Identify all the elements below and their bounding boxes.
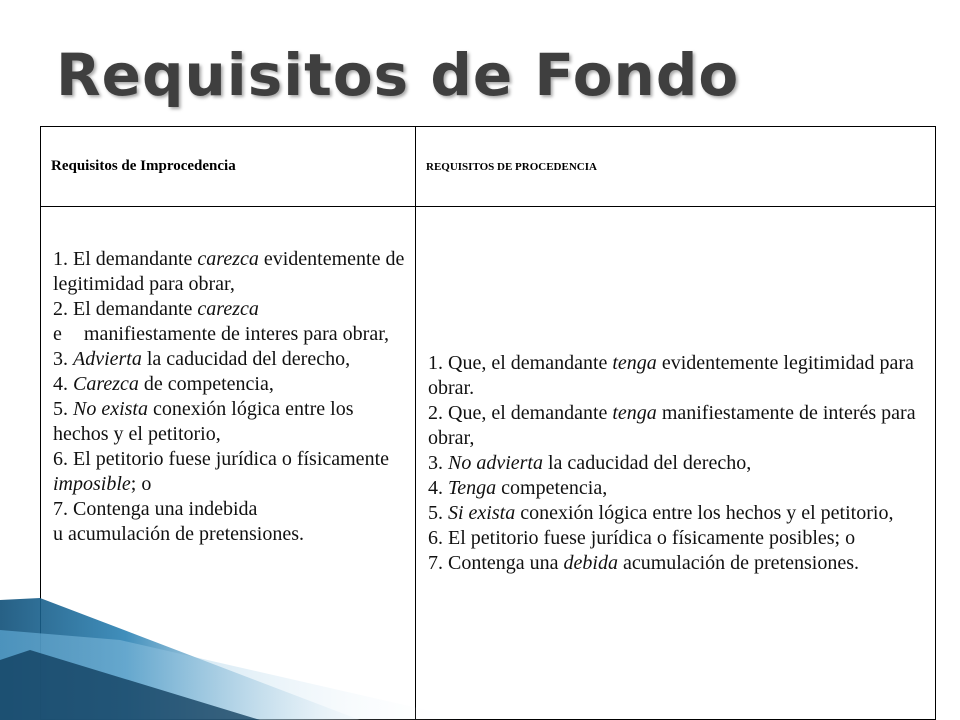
item-emphasis: tenga	[612, 401, 657, 424]
item-text: 6. El petitorio fuese jurídica o físicamente posibles; o	[428, 526, 856, 549]
list-item	[53, 522, 407, 547]
list-item	[53, 497, 407, 522]
slide-title: Requisitos de Fondo	[56, 41, 740, 109]
item-text: evidentemente legitimidad para obrar.	[428, 351, 914, 399]
list-item	[428, 401, 929, 451]
item-text: 3.	[53, 348, 73, 370]
list-item	[53, 247, 407, 297]
table-body-row	[41, 207, 936, 720]
table-header-row	[41, 127, 936, 207]
requirements-table	[40, 126, 936, 720]
item-text: e	[53, 323, 62, 345]
item-text: 6. El petitorio fuese jurídica o físicamente	[53, 448, 389, 470]
item-text: manifiestamente de interés para obrar,	[428, 401, 916, 449]
item-text: 7. Contenga una	[428, 551, 564, 574]
item-text: conexión lógica entre los hechos y el petitorio,	[515, 501, 894, 524]
item-text: 3.	[428, 451, 448, 474]
list-item	[53, 322, 407, 347]
item-text: 4.	[428, 476, 448, 499]
item-text: acumulación de pretensiones.	[617, 551, 859, 574]
item-text: 5.	[428, 501, 448, 524]
item-text: 2. Que, el demandante	[428, 401, 613, 424]
item-emphasis: carezca	[197, 298, 259, 320]
header-improcedencia: Requisitos de Improcedencia	[41, 127, 416, 207]
list-item	[428, 551, 929, 576]
procedencia-list	[416, 207, 936, 720]
item-emphasis: carezca	[197, 248, 259, 270]
item-text: ; o	[130, 473, 152, 495]
improcedencia-list	[41, 207, 416, 720]
list-item	[428, 501, 929, 526]
item-text: 1. Que, el demandante	[428, 351, 613, 374]
list-item	[428, 526, 929, 551]
item-emphasis: tenga	[612, 351, 657, 374]
item-text: 7. Contenga una indebida	[53, 498, 258, 520]
item-text: de competencia,	[138, 373, 274, 395]
list-item	[53, 397, 407, 447]
item-emphasis: No advierta	[448, 451, 543, 474]
list-item	[428, 451, 929, 476]
item-text: 5.	[53, 398, 73, 420]
item-emphasis: debida	[563, 551, 618, 574]
list-item	[428, 476, 929, 501]
item-emphasis: Advierta	[73, 348, 142, 370]
list-item	[428, 351, 929, 401]
item-text: u acumulación de pretensiones.	[53, 523, 305, 545]
item-text: la caducidad del derecho,	[141, 348, 351, 370]
item-text: 4.	[53, 373, 73, 395]
item-text: 1. El demandante	[53, 248, 198, 270]
item-text: manifiestamente de interes para obrar,	[83, 323, 390, 345]
item-text: competencia,	[496, 476, 608, 499]
item-emphasis: Si exista	[448, 501, 516, 524]
item-emphasis: No exista	[73, 398, 148, 420]
item-text: evidentemente de legitimidad para obrar,	[53, 248, 405, 295]
item-emphasis: imposible	[53, 473, 131, 495]
header-procedencia: REQUISITOS DE PROCEDENCIA	[416, 127, 936, 207]
item-emphasis: Tenga	[448, 476, 497, 499]
item-text: la caducidad del derecho,	[543, 451, 752, 474]
item-emphasis: Carezca	[73, 373, 139, 395]
list-item	[53, 447, 407, 497]
item-text: conexión lógica entre los hechos y el petitorio,	[53, 398, 354, 445]
list-item	[53, 347, 407, 372]
list-item	[53, 297, 407, 322]
list-item	[53, 372, 407, 397]
item-text: 2. El demandante	[53, 298, 198, 320]
